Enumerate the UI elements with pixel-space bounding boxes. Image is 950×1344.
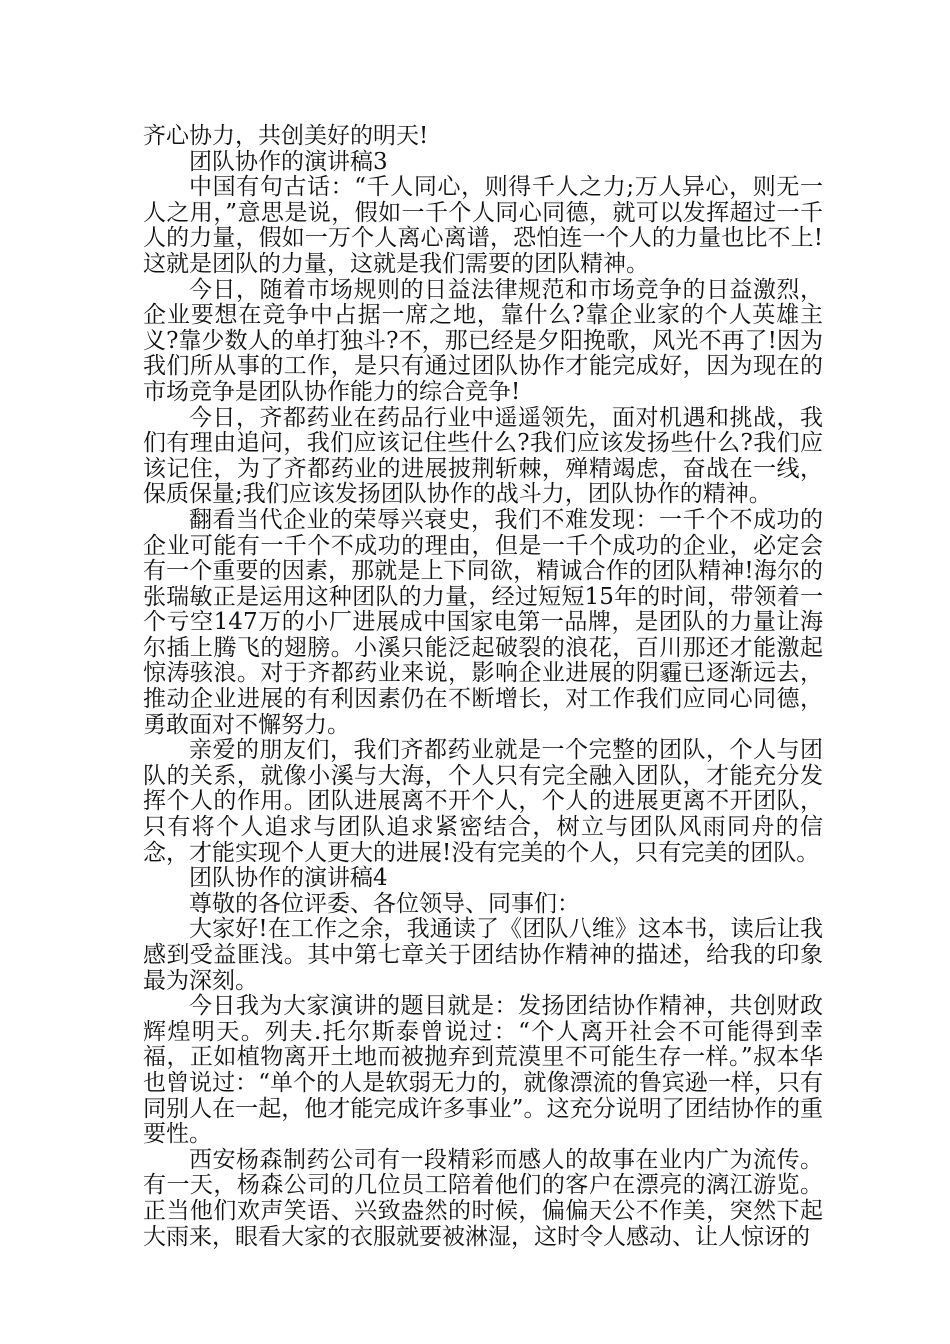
paragraph-12: 西安杨森制药公司有一段精彩而感人的故事在业内广为流传。有一天，杨森公司的几位员工陪着他们的客户在漂亮的漓江游览。正当他们欢声笑语、兴致盎然的时候，偏偏天公不作美，突然下起大雨来，眼看大家的衣服就要被淋湿，这时令人感动、让人惊讶的 [143, 1146, 823, 1250]
paragraph-5: 今日，齐都药业在药品行业中遥遥领先，面对机遇和挑战，我们有理由追问，我们应该记住些什么?我们应该发扬些什么?我们应该记住，为了齐都药业的进展披荆斩棘，殚精竭虑，奋战在一线，保质保量;我们应该发扬团队协作的战斗力，团队协作的精神。 [143, 404, 823, 508]
paragraph-7: 亲爱的朋友们，我们齐都药业就是一个完整的团队，个人与团队的关系，就像小溪与大海，个人只有完全融入团队，才能充分发挥个人的作用。团队进展离不开个人，个人的进展更离不开团队，只有将个人追求与团队追求紧密结合，树立与团队风雨同舟的信念，才能实现个人更大的进展!没有完美的个人，只有完美的团队。 [143, 737, 823, 866]
section-heading-4: 团队协作的演讲稿4 [189, 865, 388, 892]
document-page [143, 124, 823, 1250]
paragraph-3: 中国有句古话：“千人同心，则得千人之力;万人异心，则无一人之用，”意思是说，假如一千个人同心同德，就可以发挥超过一千人的力量，假如一万个人离心离谱，恐怕连一个人的力量也比不上!这就是团队的力量，这就是我们需要的团队精神。 [143, 174, 823, 277]
paragraph-10: 大家好!在工作之余，我通读了《团队八维》这本书，读后让我感到受益匪浅。其中第七章关于团结协作精神的描述，给我的印象最为深刻。 [143, 916, 823, 994]
paragraph-6: 翻看当代企业的荣辱兴衰史，我们不难发现：一千个不成功的企业可能有一千个不成功的理由，但是一千个成功的企业，必定会有一个重要的因素，那就是上下同欲，精诚合作的团队精神!海尔的张瑞敏正是运用这种团队的力量，经过短短15年的时间，带领着一个亏空147万的小厂进展成中国家电第一品牌，是团队的力量让海尔插上腾飞的翅膀。小溪只能泛起破裂的浪花，百川那还才能激起惊涛骇浪。对于齐都药业来说，影响企业进展的阴霾已逐渐远去，推动企业进展的有利因素仍在不断增长，对工作我们应同心同德，勇敢面对不懈努力。 [143, 506, 823, 738]
salutation: 尊敬的各位评委、各位领导、同事们： [189, 890, 580, 917]
section-heading-3: 团队协作的演讲稿3 [189, 148, 388, 175]
paragraph-4: 今日，随着市场规则的日益法律规范和市场竞争的日益激烈，企业要想在竞争中占据一席之地，靠什么?靠企业家的个人英雄主义?靠少数人的单打独斗?不，那已经是夕阳挽歌，风光不再了!因为我们所从事的工作，是只有通过团队协作才能完成好，因为现在的市场竞争是团队协作能力的综合竞争! [143, 276, 823, 405]
paragraph-11: 今日我为大家演讲的题目就是：发扬团结协作精神，共创财政辉煌明天。列夫.托尔斯泰曾说过：“个人离开社会不可能得到幸福，正如植物离开土地而被抛弃到荒漠里不可能生存一样。”叔本华也曾说过：“单个的人是软弱无力的，就像漂流的鲁宾逊一样，只有同别人在一起，他才能完成许多事业”。这充分说明了团结协作的重要性。 [143, 993, 823, 1148]
paragraph-1: 齐心协力，共创美好的明天! [143, 123, 429, 149]
